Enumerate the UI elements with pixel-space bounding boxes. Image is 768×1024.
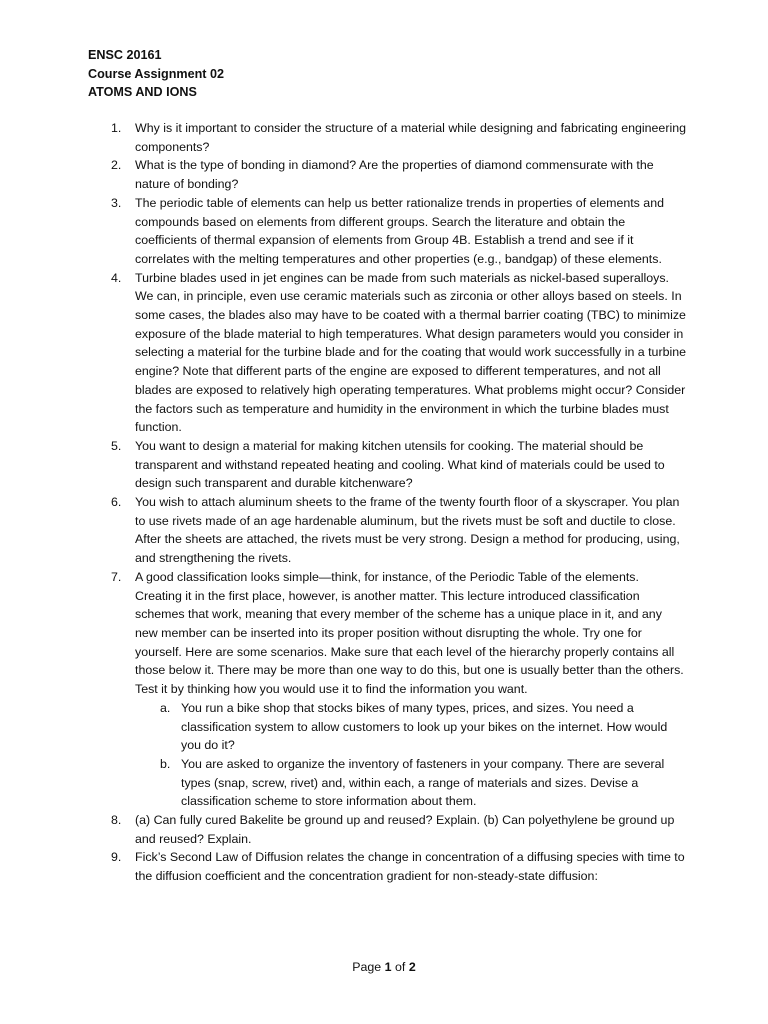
page-word: Page [352,960,382,974]
question-number: 4. [111,270,122,285]
question-list [88,119,688,886]
question-number: 2. [111,158,122,173]
question-number: 3. [111,195,122,210]
question-item [88,493,688,568]
question-item [88,437,688,493]
course-code: ENSC 20161 [88,48,162,62]
page-current: 1 [384,960,392,974]
subquestion-list [135,699,688,811]
question-item [88,269,688,437]
question-number: 8. [111,813,122,828]
page-footer [0,960,768,974]
question-item [88,811,688,848]
question-text: (a) Can fully cured Bakelite be ground up and reused? Explain. (b) Can polyethylene be ground up and reused? Explain. [135,813,675,846]
question-item [88,568,688,811]
subquestion-text: You are asked to organize the inventory of fasteners in your company. There are several types (snap, screw, rivet) and, within each, a range of materials and sizes. Devise a classification scheme to store information about them. [181,756,665,809]
subquestion-letter: b. [160,756,171,771]
topic-title: ATOMS AND IONS [88,85,197,99]
question-item [88,194,688,269]
question-number: 5. [111,438,122,453]
question-item [88,119,688,156]
question-number: 6. [111,495,122,510]
subquestion-text: You run a bike shop that stocks bikes of many types, prices, and sizes. You need a classification system to allow customers to look up your bikes on the internet. How would you do it? [181,700,668,753]
of-word: of [395,960,406,974]
subquestion-item [135,699,688,755]
question-text: Turbine blades used in jet engines can be made from such materials as nickel-based superalloys. We can, in principle, even use ceramic materials such as zirconia or other alloys based on steels. In some cases, the blades also may have to be coated with a thermal barrier coating (TBC) to minimize exposure of the blade material to high temperatures. What design parameters would you consider in selecting a material for the turbine blade and for the coating that would work successfully in a turbine engine? Note that different parts of the engine are exposed to different temperatures, and not all blades are exposed to relatively high operating temperatures. What problems might occur? Consider the factors such as temperature and humidity in the environment in which the turbine blades must function. [135,270,687,435]
subquestion-letter: a. [160,700,171,715]
question-text: The periodic table of elements can help us better rationalize trends in properties of elements and compounds based on elements from different groups. Search the literature and obtain the coefficients of thermal expansion of elements from Group 4B. Establish a trend and see if it correlates with the melting temperatures and other properties (e.g., bandgap) of these elements. [135,195,664,266]
question-text: Why is it important to consider the structure of a material while designing and fabricating engineering components? [135,121,686,154]
question-text: Fick’s Second Law of Diffusion relates the change in concentration of a diffusing species with time to the diffusion coefficient and the concentration gradient for non-steady-state diffusion: [135,850,685,884]
question-text: You wish to attach aluminum sheets to the frame of the twenty fourth floor of a skyscraper. You plan to use rivets made of an age hardenable aluminum, but the rivets must be soft and ductile to close. After the sheets are attached, the rivets must be very strong. Design a method for producing, using, and strengthening the rivets. [135,495,680,566]
question-text: What is the type of bonding in diamond? Are the properties of diamond commensurate with the nature of bonding? [135,158,654,192]
question-text: A good classification looks simple—think, for instance, of the Periodic Table of the elements. Creating it in the first place, however, is another matter. This lecture introduced classification schemes that work, meaning that every member of the scheme has a unique place in it, and any new member can be inserted into its proper position without disrupting the whole. Try one for yourself. Here are some scenarios. Make sure that each level of the hierarchy properly contains all those below it. There may be more than one way to do this, but one is usually better than the others. Test it by thinking how you would use it to find the information you want. [135,569,684,697]
question-number: 1. [111,121,122,135]
question-number: 9. [111,850,122,865]
question-item [88,156,688,193]
subquestion-item [135,755,688,811]
assignment-title: Course Assignment 02 [88,66,225,81]
page-total: 2 [408,960,416,974]
document-header [88,46,224,102]
question-text: You want to design a material for making kitchen utensils for cooking. The material should be transparent and withstand repeated heating and cooling. What kind of materials could be used to design such transparent and durable kitchenware? [135,438,665,491]
question-number: 7. [111,569,122,584]
question-item [88,848,688,885]
